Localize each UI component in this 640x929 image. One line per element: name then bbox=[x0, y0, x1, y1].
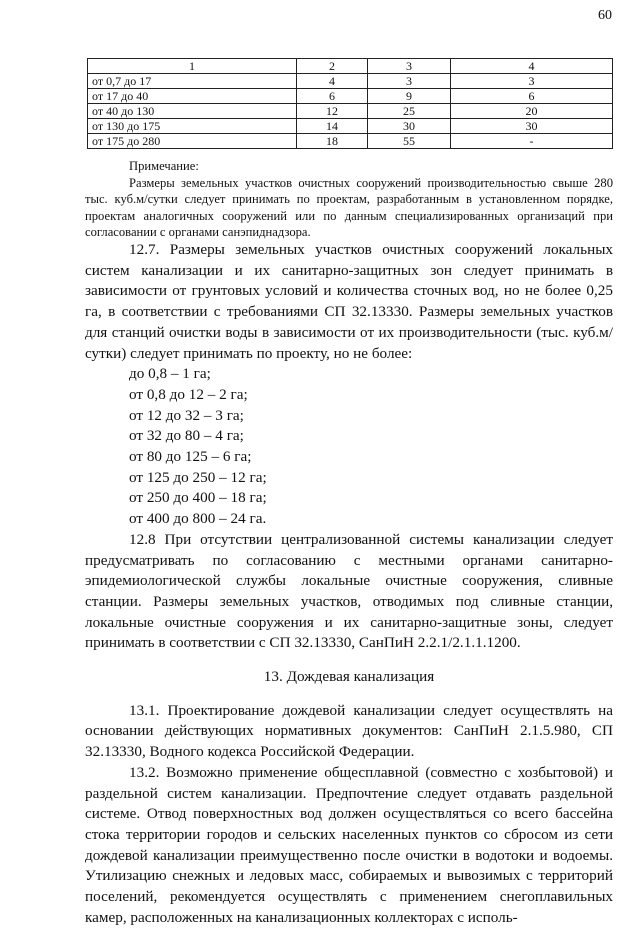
list-item: от 400 до 800 – 24 га. bbox=[129, 510, 267, 528]
table-row bbox=[88, 104, 613, 119]
sizes-table bbox=[87, 58, 613, 149]
table-cell: 6 bbox=[297, 89, 368, 104]
table-cell: 3 bbox=[451, 74, 613, 89]
table-cell: 6 bbox=[451, 89, 613, 104]
note-text: Размеры земельных участков очистных сооружений производительностью свыше 280 тыс. куб.м/сутки следует принимать по проектам, разработанным в установленном порядке, проектам аналогичных сооружений или по данным специализированных организаций при согласовании с органами санэпиднадзора. bbox=[85, 175, 613, 240]
table-note bbox=[85, 158, 613, 241]
section-heading: 13. Дождевая канализация bbox=[263, 668, 435, 686]
list-item: от 12 до 32 – 3 га; bbox=[129, 406, 244, 424]
table-cell: от 130 до 175 bbox=[88, 119, 297, 134]
table-row bbox=[88, 134, 613, 149]
table-cell: от 175 до 280 bbox=[88, 134, 297, 149]
table-header-row bbox=[88, 59, 613, 74]
table-cell: 20 bbox=[451, 104, 613, 119]
list-item: от 0,8 до 12 – 2 га; bbox=[129, 385, 248, 403]
table-cell: 4 bbox=[297, 74, 368, 89]
document-body bbox=[85, 240, 613, 929]
table-header-cell: 3 bbox=[368, 59, 451, 74]
paragraph-13-2: 13.2. Возможно применение общесплавной (совместно с хозбытовой) и раздельной систем канализации. Предпочтение следует отдавать раздельной системе. Отвод поверхностных вод должен осуществляться со всего бассейна стока территории городов и сельских населенных пунктов со сбросом из сети дождевой канализации преимущественно после очистки в водотоки и водоемы. Утилизацию снежных и ледовых масс, собираемых и вывозимых с территорий поселений, рекомендуется осуществлять с применением снегоплавильных камер, расположенных на канализационных коллекторах с исполь- bbox=[85, 763, 613, 926]
table-cell: 18 bbox=[297, 134, 368, 149]
table-row bbox=[88, 89, 613, 104]
list-item: от 250 до 400 – 18 га; bbox=[129, 489, 267, 507]
list-item: до 0,8 – 1 га; bbox=[129, 365, 211, 383]
table-row bbox=[88, 74, 613, 89]
table-cell: 55 bbox=[368, 134, 451, 149]
table-cell: от 40 до 130 bbox=[88, 104, 297, 119]
table-cell: - bbox=[451, 134, 613, 149]
note-title: Примечание: bbox=[129, 159, 199, 173]
paragraph-13-1: 13.1. Проектирование дождевой канализации следует осуществлять на основании действующих нормативных документов: СанПиН 2.1.5.980, СП 32.13330, Водного кодекса Российской Федерации. bbox=[85, 701, 613, 761]
paragraph-12-8: 12.8 При отсутствии централизованной системы канализации следует предусматривать по согласованию с местными органами санитарно-эпидемиологической службы локальные очистные сооружения, сливные станции. Размеры земельных участков, отводимых под сливные станции, локальные очистные сооружения и их санитарно-защитные зоны, следует принимать в соответствии с СП 32.13330, СанПиН 2.2.1/2.1.1.1200. bbox=[85, 530, 613, 652]
paragraph-12-7: 12.7. Размеры земельных участков очистных сооружений локальных систем канализации и их санитарно-защитных зон следует принимать в зависимости от грунтовых условий и количества сточных вод, но не более 0,25 га, в соответствии с требованиями СП 32.13330. Размеры земельных участков для станций очистки воды в зависимости от их производительности (тыс. куб.м/сутки) следует принимать по проекту, но не более: bbox=[85, 241, 613, 362]
page-number: 60 bbox=[598, 8, 612, 23]
table-cell: 25 bbox=[368, 104, 451, 119]
table-cell: от 17 до 40 bbox=[88, 89, 297, 104]
table-header-cell: 1 bbox=[88, 59, 297, 74]
table-cell: 30 bbox=[368, 119, 451, 134]
table-header-cell: 2 bbox=[297, 59, 368, 74]
table-cell: 9 bbox=[368, 89, 451, 104]
list-item: от 80 до 125 – 6 га; bbox=[129, 448, 252, 466]
table-cell: 14 bbox=[297, 119, 368, 134]
table-cell: от 0,7 до 17 bbox=[88, 74, 297, 89]
list-item: от 125 до 250 – 12 га; bbox=[129, 468, 267, 486]
table-header-cell: 4 bbox=[451, 59, 613, 74]
table-cell: 12 bbox=[297, 104, 368, 119]
table-cell: 30 bbox=[451, 119, 613, 134]
list-item: от 32 до 80 – 4 га; bbox=[129, 427, 244, 445]
table-cell: 3 bbox=[368, 74, 451, 89]
table-row bbox=[88, 119, 613, 134]
